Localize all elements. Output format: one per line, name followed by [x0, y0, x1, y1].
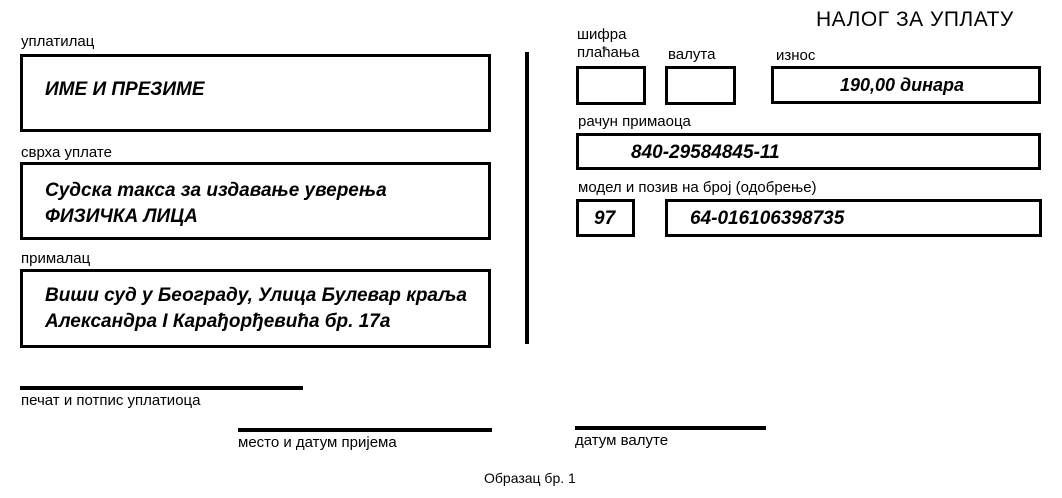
recipient-box[interactable]	[20, 269, 491, 348]
form-number: Образац бр. 1	[484, 470, 576, 486]
payer-value: ИМЕ И ПРЕЗИМЕ	[45, 79, 205, 100]
amount-field[interactable]	[771, 66, 1041, 104]
account-label: рачун примаоца	[578, 113, 691, 130]
payment-code-field[interactable]	[576, 66, 646, 105]
form-title: НАЛОГ ЗА УПЛАТУ	[816, 8, 1014, 31]
value-date-label: датум валуте	[575, 432, 669, 449]
reference-number-field[interactable]	[665, 199, 1042, 237]
purpose-box[interactable]	[20, 162, 491, 240]
signature-line	[20, 386, 303, 390]
account-field[interactable]	[576, 133, 1041, 170]
model-reference-label: модел и позив на број (одобрење)	[578, 179, 817, 196]
signature-label: печат и потпис уплатиоца	[21, 392, 201, 409]
purpose-line-2: ФИЗИЧКА ЛИЦА	[45, 206, 198, 227]
payer-label: уплатилац	[21, 33, 95, 50]
place-date-line	[238, 428, 492, 432]
value-date-line	[575, 426, 766, 430]
payer-box[interactable]	[20, 54, 491, 132]
purpose-label: сврха уплате	[21, 144, 112, 161]
recipient-line-1: Виши суд у Београду, Улица Булевар краља	[45, 285, 467, 306]
model-field[interactable]	[576, 199, 635, 237]
recipient-line-2: Александра I Карађорђевића бр. 17а	[45, 311, 391, 332]
payment-code-label-line-2: плаћања	[577, 44, 640, 61]
amount-label: износ	[776, 47, 816, 64]
model-value: 97	[594, 208, 616, 229]
payment-code-label-line-1: шифра	[577, 26, 627, 43]
vertical-divider	[525, 52, 529, 344]
account-value: 840-29584845-11	[631, 142, 780, 163]
recipient-label: прималац	[21, 250, 91, 267]
currency-label: валута	[668, 46, 716, 63]
reference-number-value: 64-016106398735	[690, 208, 845, 229]
amount-value: 190,00 динара	[840, 75, 965, 95]
purpose-line-1: Судска такса за издавање уверења	[45, 180, 387, 201]
place-date-label: место и датум пријема	[238, 434, 397, 451]
currency-field[interactable]	[665, 66, 736, 105]
